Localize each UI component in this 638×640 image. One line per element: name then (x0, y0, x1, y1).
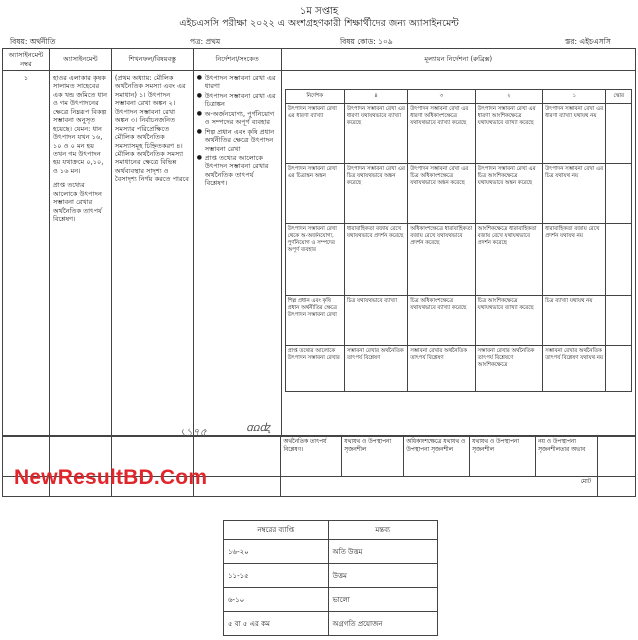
rubric-level-3: অধিকাংশক্ষেত্রে ধারাবাহিকতা বজায় রেখে যথাযথভাবে প্রদর্শন করেছে (408, 224, 475, 296)
rubric-level-4: সম্ভাবনা রেখার অর্থনৈতিক তাৎপর্য বিশ্লেষণ (344, 346, 407, 392)
legend-header-comment: মন্তব্য (328, 521, 438, 540)
rubric-level-3: সম্ভাবনা রেখার অর্থনৈতিক তাৎপর্য বিশ্লেষণ (408, 346, 475, 392)
rubric-row (285, 346, 631, 392)
rubric-header-2: ২ (475, 90, 542, 104)
instruction-item: ● প্রাপ্ত তথ্যের আলোকে উৎপাদন সম্ভাবনা রেখার অর্থনৈতিক তাৎপর্য বিশ্লেষণ। (197, 154, 278, 188)
col-assignment: অ্যাসাইনমেন্ট (49, 49, 111, 71)
rubric-level-4: উৎপাদন সম্ভাবনা রেখা এর চিত্র যথাযথভাবে অঙ্কন করেছে (344, 164, 407, 224)
legend-header-range: নম্বরের ব্যাপ্তি (224, 521, 329, 540)
rubric-level-1: ধারাবাহিকতা বজায় রেখে প্রদর্শন যথাযথ নয় (543, 224, 606, 296)
rubric-level-3: উৎপাদন সম্ভাবনা রেখা এর ধারণা অধিকাংশক্ষেত্রে যথাযথভাবে ব্যাখ্যা করেছে (408, 104, 475, 164)
rubric-level-4: চিত্র যথাযথভাবে ব্যাখ্যা (344, 296, 407, 346)
col-rubric: মূল্যায়ন নির্দেশনা (রুব্রিক্স) (281, 49, 635, 71)
rubric-total-score (598, 477, 636, 497)
instruction-item: ● উৎপাদন সম্ভাবনা রেখা এর ধারণা (197, 74, 278, 91)
rubric-indicator: শিল্প প্রধান এবং কৃষি প্রধান অর্থনীতির ক্ষেত্রে উৎপাদন সম্ভাবনা রেখা (285, 296, 344, 346)
rubric-score (598, 437, 636, 477)
instruction-item: ● শিল্প প্রধান এবং কৃষি প্রধান অর্থনীতির ক্ষেত্রে উৎপাদন সম্ভাবনা রেখা (197, 128, 278, 153)
rubric-row (285, 296, 631, 346)
rubric-row (285, 164, 631, 224)
learning-outcome-text: (প্রথম অধ্যায়: মৌলিক অর্থনৈতিক সমস্যা এবং এর সমাধান) ১। উৎপাদন সম্ভাবনা রেখা অঙ্কন ২। উৎপাদন সম্ভাবনা রেখা অঙ্কন ৩। নির্বাচনজনিত সমস্যার পরিপ্রেক্ষিতে মৌলিক অর্থনৈতিক সমস্যাসমূহ চিহ্নিতকরণ ৪। মৌলিক অর্থনৈতিক সমস্যা সমাধানের ক্ষেত্রে বিভিন্ন অর্থব্যবস্থার সাদৃশ্য ও বৈসাদৃশ্য নির্ণয় করতে পারবে (114, 74, 189, 184)
signature-mark: ৻১৭৫ (180, 426, 207, 439)
rubric-table (285, 89, 632, 392)
assignment-table (2, 48, 636, 436)
rubric-indicator: অর্থনৈতিক তাৎপর্য বিশ্লেষণ। (281, 437, 342, 477)
col-assignment-no: অ্যাসাইনমেন্ট নম্বর (3, 49, 50, 71)
rubric-level-2: আংশিকক্ষেত্রে ধারাবাহিকতা বজায় রেখে যথাযথভাবে প্রদর্শন করেছে (475, 224, 542, 296)
legend-range: ৫ বা ৫ এর কম (224, 612, 329, 636)
rubric-score (606, 224, 632, 296)
rubric-row (285, 104, 631, 164)
rubric-level-4: ধারাবাহিকতা বজায় রেখে যথাযথভাবে প্রদর্শন করেছে (344, 224, 407, 296)
rubric-header-3: ৩ (408, 90, 475, 104)
grade-legend-table (223, 520, 438, 636)
rubric-header-1: ১ (543, 90, 606, 104)
rubric-level-3: উৎপাদন সম্ভাবনা রেখা এর চিত্র অধিকাংশক্ষেত্রে যথাযথভাবে অঙ্কন করেছে (408, 164, 475, 224)
rubric-level-1: উৎপাদন সম্ভাবনা রেখা এর ধারণা ব্যাখ্যা যথাযথ নয় (543, 104, 606, 164)
rubric-level-4: উৎপাদন সম্ভাবনা রেখা এর ধারণা যথাযথভাবে ব্যাখ্যা করেছে (344, 104, 407, 164)
rubric-level-2: চিত্র আংশিকক্ষেত্রে যথাযথভাবে ব্যাখ্যা করেছে (475, 296, 542, 346)
instructions-cell (193, 71, 281, 436)
week-label: ১ম সপ্তাহ (299, 6, 339, 17)
legend-comment: অতি উত্তম (328, 540, 438, 564)
legend-row (224, 540, 438, 564)
legend-comment: ভালো (328, 588, 438, 612)
rubric-score (606, 296, 632, 346)
legend-range: ১১-১৫ (224, 564, 329, 588)
rubric-header-indicator: নির্দেশক (285, 90, 344, 104)
rubric-score (606, 346, 632, 392)
legend-comment: উত্তম (328, 564, 438, 588)
subject-label: বিষয়: অর্থনীতি (10, 37, 56, 46)
rubric-level-3: অধিকাংশক্ষেত্রে যথাযথ ও উপস্থাপনা সৃজনশীল (404, 437, 470, 477)
instructions-list (197, 74, 278, 188)
col-outcome: শিখনফল/বিষয়বস্তু (111, 49, 193, 71)
rubric-level-1: নয় ও উপস্থাপনা সৃজনশীলতার অভাব (536, 437, 598, 477)
rubric-level-1: উৎপাদন সম্ভাবনা রেখা এর চিত্র যথাযথ নয় (543, 164, 606, 224)
rubric-level-4: যথাযথ ও উপস্থাপনা সৃজনশীল (342, 437, 404, 477)
rubric-indicator: উৎপাদন সম্ভাবনা রেখা এর চিত্রাঙ্কন অঙ্কন (285, 164, 344, 224)
rubric-level-1: চিত্র ব্যাখ্যা যথাযথ নয় (543, 296, 606, 346)
rubric-score (606, 164, 632, 224)
rubric-level-2: উৎপাদন সম্ভাবনা রেখা এর চিত্র আংশিকক্ষেত্রে যথাযথভাবে অঙ্কন করেছে (475, 164, 542, 224)
assignment-number: ১ (3, 71, 50, 436)
rubric-score (606, 104, 632, 164)
legend-range: ৬-১০ (224, 588, 329, 612)
rubric-header-score: স্কোর (606, 90, 632, 104)
rubric-level-2: উৎপাদন সম্ভাবনা রেখা এর ধারণা আংশিকক্ষেত্রে যথাযথভাবে ব্যাখ্যা করেছে (475, 104, 542, 164)
rubric-level-2: সম্ভাবনা রেখার অর্থনৈতিক তাৎপর্য বিশ্লেষণে আংশিকক্ষেত্রে (475, 346, 542, 392)
rubric-level-2: যথাযথ ও উপস্থাপনা সৃজনশীল (470, 437, 536, 477)
outcome-cell (111, 71, 193, 436)
level-label: স্তর: এইচএসসি (565, 37, 611, 46)
instruction-item: ● উৎপাদন সম্ভাবনা রেখা এর চিত্রাঙ্কন (197, 92, 278, 109)
rubric-total-label: মোট (281, 477, 598, 497)
legend-comment: অগ্রগতি প্রয়োজন (328, 612, 438, 636)
site-watermark: NewResultBD.Com (14, 466, 208, 489)
subject-code: বিষয় কোড: ১০৯ (340, 37, 393, 46)
rubric-cell (281, 71, 635, 436)
assignment-task: প্রাপ্ত তথ্যের আলোকে উৎপাদন সম্ভাবনা রেখার অর্থনৈতিক তাৎপর্য বিশ্লেষণ। (52, 181, 102, 223)
rubric-indicator: প্রাপ্ত তথ্যের আলোকে উৎপাদন সম্ভাবনা রেখার (285, 346, 344, 392)
rubric-indicator: উৎপাদন সম্ভাবনা রেখা এর ধারণা ব্যাখ্যা (285, 104, 344, 164)
legend-row (224, 564, 438, 588)
rubric-header-4: ৪ (344, 90, 407, 104)
legend-row (224, 612, 438, 636)
assignment-title: এইচএসসি পরীক্ষা ২০২২ এ অংশগ্রহণকারী শিক্ষার্থীদের জন্য অ্যাসাইনমেন্ট (179, 18, 459, 29)
legend-row (224, 588, 438, 612)
assignment-cell (49, 71, 111, 436)
assignment-scenario: হাওর এলাকার কৃষক সালামত সাহেবের এক খন্ড জমিতে ধান ও গম উৎপাদনের ক্ষেত্রে নিম্নরূপ বিকল্প সম্ভাবনা অনুসৃত হয়েছে। যেমন: ধান উৎপাদন যখন ১৬, ১০ ও ০ মন হয় তখন গম উৎপাদন হয় যথাক্রমে ০,১০, ও ১৬ মন। (52, 74, 108, 175)
signature-mark: ꭤꭥꭦ (246, 421, 270, 434)
rubric-indicator: উৎপাদন সম্ভাবনা রেখা থেকে অ-অর্জনযোগ্য, পুর্ণনিয়োগ ও সম্পদের অপূর্ণ ব্যবহার (285, 224, 344, 296)
rubric-level-3: চিত্র অধিকাংশক্ষেত্রে যথাযথভাবে ব্যাখ্যা করেছে (408, 296, 475, 346)
instruction-item: ● অ-অর্জনযোগ্য, পুর্ণনিয়োগ ও সম্পদের অপূর্ণ ব্যবহার (197, 110, 278, 127)
paper-label: পত্র: প্রথম (190, 37, 221, 46)
col-instructions: নির্দেশনা/সংকেত (193, 49, 281, 71)
rubric-row (285, 224, 631, 296)
legend-range: ১৬-২০ (224, 540, 329, 564)
rubric-level-1: সম্ভাবনা রেখার অর্থনৈতিক তাৎপর্য বিশ্লেষণ যথাযথ নয় (543, 346, 606, 392)
